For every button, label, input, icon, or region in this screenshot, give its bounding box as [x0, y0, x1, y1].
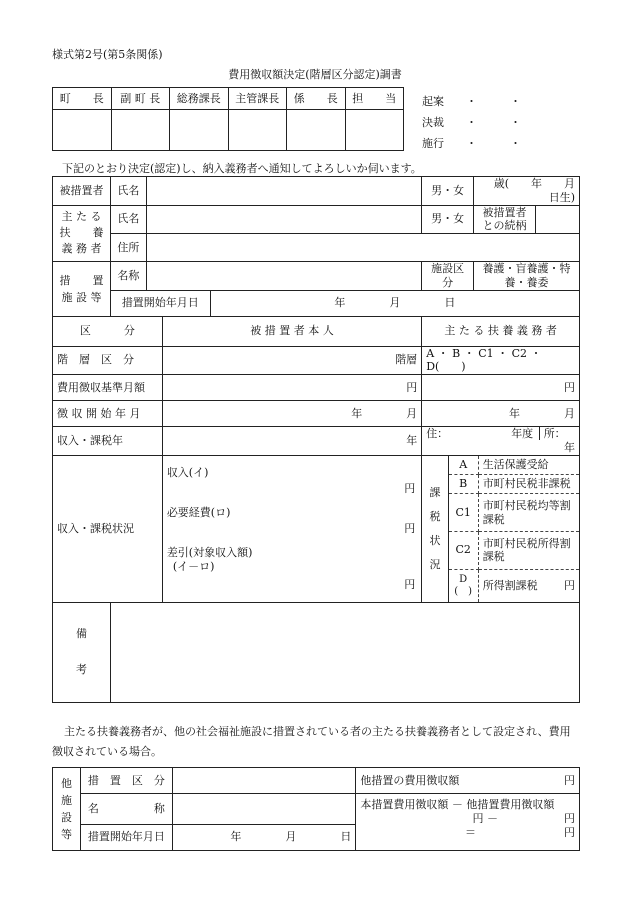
- tax-desc-c1[interactable]: 市町村民税均等割課税: [478, 494, 579, 532]
- date-value-kian: ・ ・: [466, 95, 521, 108]
- fuyo-name-label: 氏名: [110, 205, 146, 234]
- biko-field[interactable]: [110, 602, 579, 702]
- hisochi-name-label: 氏名: [110, 177, 146, 206]
- tax-code-a: A: [448, 456, 478, 475]
- status-label: 収入・課税状況: [53, 455, 163, 602]
- kazei-place-label: 所：: [539, 427, 566, 440]
- other-name-field[interactable]: [172, 794, 356, 824]
- biko-label: [53, 602, 111, 702]
- tax-code-b: B: [448, 474, 478, 493]
- fuyo-label-line: 主 た る: [61, 210, 102, 224]
- section-honnin: 被 措 置 者 本 人: [162, 316, 421, 346]
- approval-header-mayor: 町 長: [53, 88, 112, 110]
- tax-desc-a[interactable]: 生活保護受給: [478, 456, 579, 475]
- date-value-kessai: ・ ・: [466, 116, 521, 129]
- kaishi-honnin[interactable]: 年 月: [162, 401, 421, 427]
- date-label-shiko: 施行: [422, 137, 444, 150]
- stamp-box[interactable]: [228, 110, 287, 151]
- hisochi-age[interactable]: 歳( 年 月 日生): [474, 177, 580, 206]
- approval-header-staff: 担 当: [345, 88, 404, 110]
- shisetsu-label: [53, 262, 111, 317]
- shisetsu-kubun-label: 施設区分: [422, 262, 474, 291]
- stamp-box[interactable]: [345, 110, 404, 151]
- kaiso-honnin[interactable]: 階層: [162, 346, 421, 375]
- other-fee-label: 他措置の費用徴収額: [360, 773, 460, 787]
- calc-line-1: 本措置費用徴収額 － 他措置費用徴収額: [360, 798, 555, 812]
- approval-table: [52, 87, 404, 151]
- note-text: 主たる扶養義務者が、他の社会福祉施設に措置されている者の主たる扶養義務者として設定され、費用徴収されている場合。: [52, 725, 571, 758]
- kazei-year-label: 収入・課税年: [53, 427, 163, 456]
- kijun-fuyo[interactable]: 円: [422, 375, 580, 401]
- fuyo-label-line: 扶 養: [59, 226, 104, 240]
- calc-line-3: ＝ 円: [465, 826, 575, 840]
- stamp-box[interactable]: [170, 110, 229, 151]
- other-fee-unit: 円: [564, 773, 575, 787]
- kaishi-fuyo[interactable]: 年 月: [422, 401, 580, 427]
- fuyo-relation-label: 被措置者との続柄: [474, 205, 536, 234]
- status-honnin[interactable]: [162, 455, 421, 602]
- fuyo-address-label: 住所: [110, 234, 146, 262]
- kaishi-label: 徴 収 開 始 年 月: [53, 401, 163, 427]
- kazei-year-unit: 年: [564, 440, 575, 454]
- diff-label: 差引(対象収入額): [166, 545, 253, 559]
- shisetsu-start-label: 措置開始年月日: [110, 290, 210, 316]
- fuyo-address-field[interactable]: [146, 234, 579, 262]
- tax-table: [422, 456, 579, 602]
- tax-code-c2: C2: [448, 531, 478, 569]
- approval-header-chief: 係 長: [287, 88, 346, 110]
- approval-header-vice-mayor: 副 町 長: [111, 88, 170, 110]
- main-table: [52, 176, 597, 703]
- other-start-value[interactable]: 年 月 日: [172, 824, 356, 850]
- tax-desc-d-unit: 円: [564, 578, 575, 592]
- hisochi-label: 被措置者: [53, 177, 111, 206]
- shisetsu-kubun-value[interactable]: 養護・盲養護・特養・養委: [474, 262, 580, 291]
- form-number: 様式第2号(第5条関係): [52, 48, 163, 61]
- kazei-fiscal-year: 年度: [511, 427, 534, 440]
- calc-line-2: 円 － 円: [472, 812, 575, 826]
- other-kubun-label: 措 置 区 分: [80, 768, 172, 794]
- approval-header-general-affairs: 総務課長: [170, 88, 229, 110]
- section-fuyo: 主 た る 扶 養 義 務 者: [422, 316, 580, 346]
- other-label: [53, 768, 81, 851]
- income-unit: 円: [404, 481, 416, 495]
- fuyo-label: [53, 205, 111, 262]
- other-kubun-field[interactable]: [172, 768, 356, 794]
- diff-unit: 円: [404, 577, 416, 591]
- tax-code-c1: C1: [448, 494, 478, 532]
- diff-formula: (イ－ロ): [172, 559, 215, 573]
- shisetsu-name-label: 名称: [110, 262, 146, 291]
- section-kubun: 区 分: [53, 316, 163, 346]
- kaiso-fuyo[interactable]: A ・ B ・ C1 ・ C2 ・ D( ): [422, 346, 580, 375]
- tax-desc-c2[interactable]: 市町村民税所得割課税: [478, 531, 579, 569]
- shisetsu-label-line: 施 設 等: [61, 290, 102, 304]
- tax-label-text: 課税状況: [429, 485, 441, 571]
- expense-label: 必要経費(ロ): [166, 505, 231, 519]
- tax-desc-d-text: 所得割課税: [482, 578, 538, 592]
- fuyo-name-field[interactable]: [146, 205, 421, 234]
- shisetsu-label-line: 措 置: [59, 273, 104, 287]
- approval-header-department: 主管課長: [228, 88, 287, 110]
- other-table: [52, 767, 580, 851]
- tax-label: [422, 456, 448, 602]
- other-fee[interactable]: [356, 768, 580, 794]
- fuyo-gender[interactable]: 男・女: [422, 205, 474, 234]
- tax-status: [422, 455, 580, 602]
- biko-label-text: 備考: [75, 627, 87, 676]
- stamp-box[interactable]: [287, 110, 346, 151]
- income-label: 収入(イ): [166, 465, 209, 479]
- kijun-label: 費用徴収基準月額: [53, 375, 163, 401]
- kazei-year-honnin[interactable]: 年: [162, 427, 421, 456]
- stamp-box[interactable]: [53, 110, 112, 151]
- date-value-shiko: ・ ・: [466, 137, 521, 150]
- other-name-label: 名 称: [80, 794, 172, 824]
- intro-text: 下記のとおり決定(認定)し、納入義務者へ通知してよろしいか伺います。: [62, 162, 422, 175]
- fuyo-label-line: 義 務 者: [61, 242, 102, 256]
- shisetsu-name-field[interactable]: [146, 262, 421, 291]
- other-label-text: 他施設等: [60, 777, 72, 841]
- hisochi-gender[interactable]: 男・女: [422, 177, 474, 206]
- hisochi-name-field[interactable]: [146, 177, 421, 206]
- approval-dates: [422, 91, 521, 154]
- kazei-address-label: 住：: [426, 427, 449, 440]
- kaiso-label: 階 層 区 分: [53, 346, 163, 375]
- date-label-kian: 起案: [422, 95, 444, 108]
- kazei-year-fuyo[interactable]: [422, 427, 580, 456]
- expense-unit: 円: [404, 521, 416, 535]
- other-start-label: 措置開始年月日: [80, 824, 172, 850]
- stamp-box[interactable]: [111, 110, 170, 151]
- date-label-kessai: 決裁: [422, 116, 444, 129]
- tax-desc-d[interactable]: [478, 569, 579, 601]
- page-title: 費用徴収額決定(階層区分認定)調書: [228, 68, 402, 81]
- tax-code-d: D ( ): [448, 569, 478, 601]
- kijun-honnin[interactable]: 円: [162, 375, 421, 401]
- shisetsu-start-value[interactable]: 年 月 日: [210, 290, 579, 316]
- fuyo-relation-field[interactable]: [536, 205, 580, 234]
- tax-desc-b[interactable]: 市町村民税非課税: [478, 474, 579, 493]
- other-calc[interactable]: [356, 794, 580, 851]
